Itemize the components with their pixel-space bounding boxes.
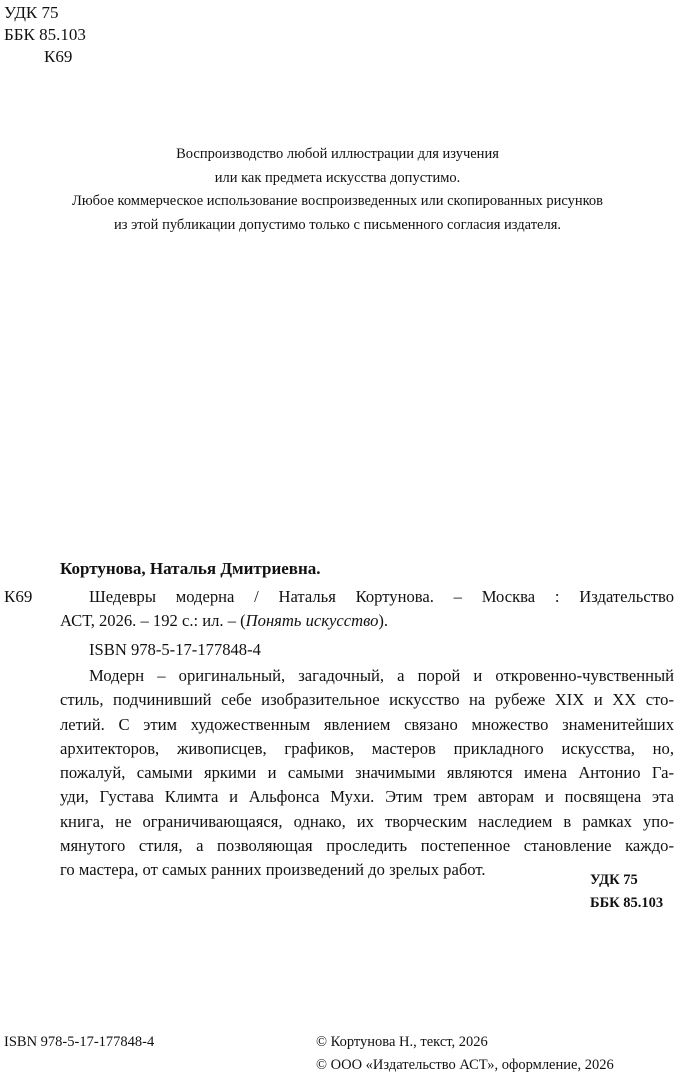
bbk-code: ББК 85.103 [4, 25, 86, 44]
description-line-2 [60, 609, 674, 633]
annotation-line: архитекторов, живописцев, графиков, мастеров прикладного искусства, но, [60, 738, 674, 758]
copyright-text: © Кортунова Н., текст, 2026 [316, 1034, 488, 1050]
copyright-design: © ООО «Издательство АСТ», оформление, 2026 [316, 1057, 614, 1073]
notice-line: из этой публикации допустимо только с письменного согласия издателя. [113, 216, 562, 233]
card-author: Кортунова, Наталья Дмитриевна. [60, 559, 321, 578]
notice-line: Воспроизводство любой иллюстрации для изучения [176, 146, 499, 162]
card-codes [590, 869, 663, 915]
reproduction-notice [0, 143, 675, 237]
annotation-line: книга, не ограничивающаяся, однако, их творческим наследием в рамках упо- [60, 811, 674, 831]
card-description [60, 585, 674, 662]
card-bbk: ББК 85.103 [590, 895, 664, 911]
card-isbn: ISBN 978-5-17-177848-4 [89, 639, 261, 659]
footer-isbn: ISBN 978-5-17-177848-4 [4, 1034, 155, 1050]
annotation-line: мянутого стиля, а позволяющая проследить постепенное становление каждо- [60, 836, 674, 856]
description-line: Шедевры модерна / Наталья Кортунова. – Москва : Издательство [89, 587, 674, 606]
notice-line: или как предмета искусства допустимо. [214, 169, 461, 186]
annotation-line: уди, Густава Климта и Альфонса Мухи. Этим трем авторам и посвящена эта [60, 787, 674, 807]
annotation-line: Модерн – оригинальный, загадочный, а порой и откровенно-чувственный [89, 666, 674, 685]
card-udk: УДК 75 [590, 872, 638, 888]
card-author-mark: К69 [4, 587, 33, 606]
series-title: Понять искусство [245, 611, 379, 631]
annotation-last-line: го мастера, от самых ранних произведений до зрелых работ. [60, 860, 486, 880]
author-mark: К69 [44, 47, 73, 66]
notice-line: Любое коммерческое использование воспроизведенных или скопированных рисунков [71, 193, 604, 209]
description-text: АСТ, 2026. – 192 с.: ил. – ( [60, 611, 246, 631]
description-text-end: ). [378, 611, 389, 631]
footer-copyright [316, 1031, 614, 1077]
classification-block [4, 2, 86, 68]
card-annotation [60, 664, 674, 883]
annotation-line: пожалуй, самыми яркими и самыми значимыми являются имена Антонио Га- [60, 763, 674, 783]
annotation-line: стиль, подчинивший себе изобразительное искусство на рубеже XIX и XX сто- [60, 690, 674, 710]
annotation-line: летий. С этим художественным явлением связано множество знаменитейших [60, 714, 674, 734]
udk-code: УДК 75 [4, 3, 59, 22]
